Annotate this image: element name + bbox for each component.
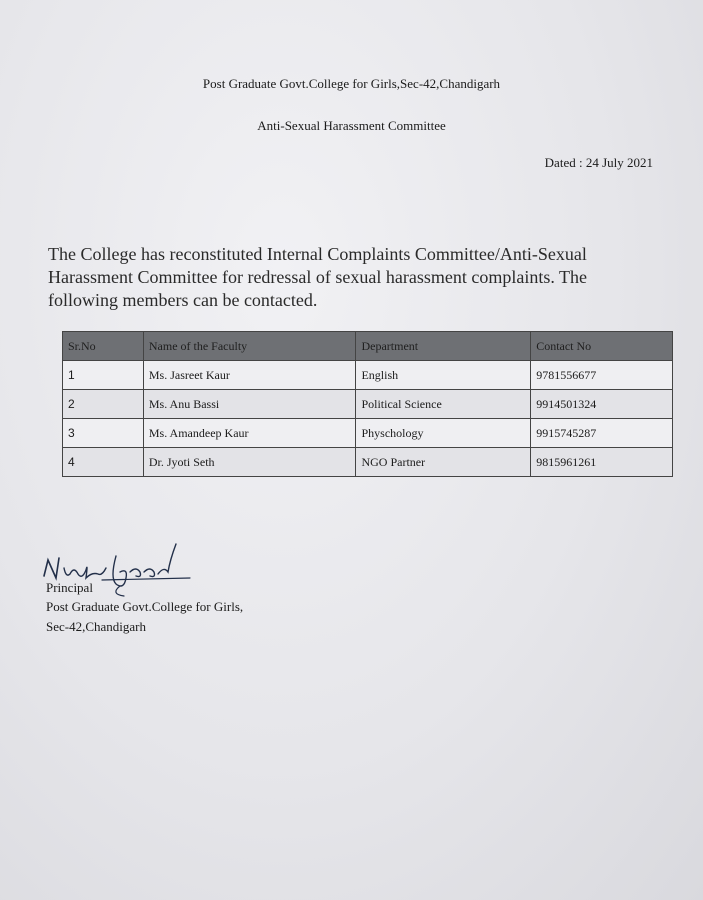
cell-srno: 4: [63, 448, 144, 477]
date-line: Dated : 24 July 2021: [544, 155, 653, 170]
cell-contact: 9915745287: [531, 419, 673, 448]
cell-contact: 9815961261: [531, 448, 673, 477]
cell-name: Ms. Anu Bassi: [143, 390, 356, 419]
members-table: [62, 331, 673, 477]
table-header-row: [63, 332, 673, 361]
cell-name: Dr. Jyoti Seth: [143, 448, 356, 477]
signatory-sector: Sec-42,Chandigarh: [46, 619, 147, 634]
cell-contact: 9914501324: [531, 390, 673, 419]
cell-srno: 2: [63, 390, 144, 419]
table-row: [63, 361, 673, 390]
col-header-srno: Sr.No: [63, 332, 144, 361]
col-header-department: Department: [356, 332, 531, 361]
cell-department: Physchology: [356, 419, 531, 448]
table-row: [63, 390, 673, 419]
intro-paragraph: The College has reconstituted Internal Complaints Committee/Anti-Sexual Harassment Committee for redressal of sexual harassment complaints. The following members can be contacted.: [48, 244, 588, 310]
col-header-contact: Contact No: [531, 332, 673, 361]
signatory-title: Principal: [46, 580, 93, 595]
col-header-name: Name of the Faculty: [143, 332, 356, 361]
cell-contact: 9781556677: [531, 361, 673, 390]
cell-srno: 3: [63, 419, 144, 448]
cell-name: Ms. Amandeep Kaur: [143, 419, 356, 448]
table-row: [63, 448, 673, 477]
committee-title: Anti-Sexual Harassment Committee: [257, 118, 446, 133]
cell-department: NGO Partner: [356, 448, 531, 477]
cell-department: Political Science: [356, 390, 531, 419]
college-name: Post Graduate Govt.College for Girls,Sec-42,Chandigarh: [202, 76, 501, 91]
cell-name: Ms. Jasreet Kaur: [143, 361, 356, 390]
cell-department: English: [356, 361, 531, 390]
table-row: [63, 419, 673, 448]
cell-srno: 1: [63, 361, 144, 390]
signatory-college: Post Graduate Govt.College for Girls,: [46, 599, 244, 614]
